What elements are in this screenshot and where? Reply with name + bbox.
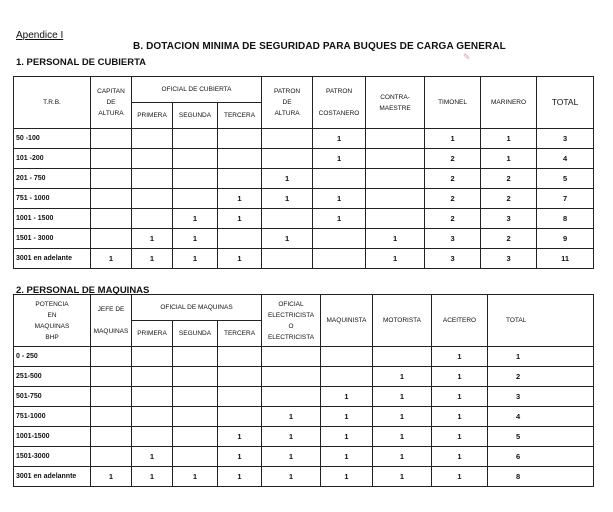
engine-personnel-table xyxy=(13,294,594,487)
table-cell: 1 xyxy=(218,447,262,467)
table-row xyxy=(14,249,594,269)
table-cell: 1 xyxy=(432,467,488,487)
table-cell xyxy=(91,447,132,467)
row-label: 751-1000 xyxy=(14,407,91,427)
table-cell xyxy=(91,149,132,169)
table-cell: 3 xyxy=(537,129,594,149)
section-1-heading: 1. PERSONAL DE CUBIERTA xyxy=(16,57,147,68)
row-label: 1001 - 1500 xyxy=(14,209,91,229)
table-cell xyxy=(91,347,132,367)
table-cell xyxy=(218,347,262,367)
table-cell xyxy=(173,129,218,149)
table-row xyxy=(14,347,594,367)
table-cell xyxy=(366,149,425,169)
table-cell: 1 xyxy=(218,249,262,269)
table-cell xyxy=(173,189,218,209)
table-cell: 1 xyxy=(173,467,218,487)
table-cell xyxy=(262,149,313,169)
table-cell xyxy=(173,169,218,189)
table-cell xyxy=(218,129,262,149)
table-row xyxy=(14,129,594,149)
row-label: 1001-1500 xyxy=(14,427,91,447)
table-cell: 1 xyxy=(132,447,173,467)
col-header-segunda: SEGUNDA xyxy=(173,103,218,129)
table-cell xyxy=(132,189,173,209)
table-cell xyxy=(173,427,218,447)
table-cell: 4 xyxy=(488,407,594,427)
table-cell xyxy=(91,129,132,149)
table-cell: 1 xyxy=(91,249,132,269)
table-cell xyxy=(366,209,425,229)
table-cell: 1 xyxy=(488,347,594,367)
col-header-segunda-2: SEGUNDA xyxy=(173,321,218,347)
table-cell xyxy=(313,229,366,249)
col-header-motorista: MOTORISTA xyxy=(373,295,432,347)
table-cell: 1 xyxy=(366,249,425,269)
table-cell: 1 xyxy=(262,427,321,447)
table-cell xyxy=(132,387,173,407)
col-header-jefe-maquinas: JEFE DE MAQUINAS xyxy=(91,295,132,347)
table-cell: 1 xyxy=(481,129,537,149)
table-cell: 1 xyxy=(313,189,366,209)
row-label: 251-500 xyxy=(14,367,91,387)
table-row xyxy=(14,447,594,467)
table-cell xyxy=(91,367,132,387)
col-header-maquinista: MAQUINISTA xyxy=(321,295,373,347)
ink-mark-icon: ✎ xyxy=(463,52,471,62)
table-cell xyxy=(262,129,313,149)
table-cell: 1 xyxy=(218,427,262,447)
table-row xyxy=(14,427,594,447)
table-cell xyxy=(262,387,321,407)
table-cell xyxy=(91,209,132,229)
table-cell: 4 xyxy=(537,149,594,169)
col-header-oficial-cubierta: OFICIAL DE CUBIERTA xyxy=(132,77,262,103)
table-cell: 9 xyxy=(537,229,594,249)
table-cell: 2 xyxy=(488,367,594,387)
table-cell: 5 xyxy=(537,169,594,189)
table-cell xyxy=(262,249,313,269)
table-cell xyxy=(262,347,321,367)
col-header-potencia: POTENCIA EN MAQUINAS BHP xyxy=(14,295,91,347)
table-cell: 1 xyxy=(262,229,313,249)
table-cell: 1 xyxy=(218,467,262,487)
col-header-tercera: TERCERA xyxy=(218,103,262,129)
table-cell: 1 xyxy=(132,249,173,269)
table-cell xyxy=(132,209,173,229)
table-cell xyxy=(132,427,173,447)
table-cell: 3 xyxy=(481,249,537,269)
table-cell xyxy=(91,427,132,447)
table-cell xyxy=(218,407,262,427)
table-cell: 1 xyxy=(262,407,321,427)
table-cell: 1 xyxy=(425,129,481,149)
row-label: 1501 - 3000 xyxy=(14,229,91,249)
table-cell: 1 xyxy=(373,427,432,447)
table-cell xyxy=(218,149,262,169)
table-cell: 1 xyxy=(432,367,488,387)
table-cell xyxy=(173,387,218,407)
table-row xyxy=(14,367,594,387)
table-cell: 8 xyxy=(488,467,594,487)
table-cell: 1 xyxy=(432,427,488,447)
table-cell xyxy=(218,387,262,407)
table-cell: 1 xyxy=(218,209,262,229)
table-cell xyxy=(132,367,173,387)
table-cell xyxy=(91,189,132,209)
table-cell xyxy=(366,189,425,209)
table-row xyxy=(14,209,594,229)
table-cell xyxy=(173,447,218,467)
table-cell: 1 xyxy=(432,347,488,367)
table-cell: 7 xyxy=(537,189,594,209)
table-cell xyxy=(91,169,132,189)
table-row xyxy=(14,467,594,487)
table-cell: 1 xyxy=(262,169,313,189)
table-cell: 2 xyxy=(425,189,481,209)
table-cell: 3 xyxy=(488,387,594,407)
col-header-electricista: OFICIAL ELECTRICISTA O ELECTRICISTA xyxy=(262,295,321,347)
col-header-primera: PRIMERA xyxy=(132,103,173,129)
table-cell xyxy=(91,229,132,249)
table-cell xyxy=(218,367,262,387)
table-cell xyxy=(218,229,262,249)
col-header-aceitero: ACEITERO xyxy=(432,295,488,347)
table-row xyxy=(14,229,594,249)
table-cell: 2 xyxy=(481,189,537,209)
table-cell xyxy=(132,169,173,189)
table-cell xyxy=(262,367,321,387)
row-label: 0 - 250 xyxy=(14,347,91,367)
table-cell: 1 xyxy=(218,189,262,209)
col-header-total-2: TOTAL xyxy=(488,295,594,347)
table-cell xyxy=(173,347,218,367)
table-cell xyxy=(321,367,373,387)
row-label: 3001 en adelante xyxy=(14,249,91,269)
col-header-tercera-2: TERCERA xyxy=(218,321,262,347)
table-cell: 2 xyxy=(481,229,537,249)
table-cell: 1 xyxy=(262,189,313,209)
table-cell xyxy=(366,169,425,189)
deck-personnel-table xyxy=(13,76,594,269)
col-header-primera-2: PRIMERA xyxy=(132,321,173,347)
appendix-label: Apendice I xyxy=(16,30,64,41)
table-cell xyxy=(91,407,132,427)
table-row xyxy=(14,387,594,407)
table-cell: 1 xyxy=(132,229,173,249)
table-cell: 8 xyxy=(537,209,594,229)
table-cell: 1 xyxy=(366,229,425,249)
table-cell xyxy=(91,387,132,407)
table-cell: 1 xyxy=(313,129,366,149)
table-cell xyxy=(132,129,173,149)
table-cell: 1 xyxy=(432,387,488,407)
table-cell: 1 xyxy=(373,467,432,487)
table-cell: 1 xyxy=(132,467,173,487)
table-cell: 1 xyxy=(373,367,432,387)
table-cell xyxy=(132,407,173,427)
table-cell: 2 xyxy=(481,169,537,189)
table-cell: 1 xyxy=(321,407,373,427)
table-cell: 1 xyxy=(321,427,373,447)
table-cell: 1 xyxy=(313,149,366,169)
table-row xyxy=(14,149,594,169)
table-cell: 3 xyxy=(481,209,537,229)
col-header-trb: T.R.B. xyxy=(14,77,91,129)
table-cell xyxy=(366,129,425,149)
table-cell: 2 xyxy=(425,209,481,229)
table-cell: 3 xyxy=(425,229,481,249)
table-cell: 2 xyxy=(425,149,481,169)
table-cell xyxy=(173,149,218,169)
col-header-patron-altura: PATRON DE ALTURA xyxy=(262,77,313,129)
row-label: 201 - 750 xyxy=(14,169,91,189)
table-cell: 1 xyxy=(481,149,537,169)
table-cell: 1 xyxy=(373,387,432,407)
col-header-capitan: CAPITAN DE ALTURA xyxy=(91,77,132,129)
table-cell: 1 xyxy=(321,447,373,467)
section-2-heading: 2. PERSONAL DE MAQUINAS xyxy=(16,285,150,296)
table-cell: 6 xyxy=(488,447,594,467)
table-row xyxy=(14,189,594,209)
table-cell: 3 xyxy=(425,249,481,269)
col-header-total: TOTAL xyxy=(537,77,594,129)
table-cell xyxy=(173,367,218,387)
row-label: 3001 en adelannte xyxy=(14,467,91,487)
table-cell: 1 xyxy=(262,447,321,467)
table-row xyxy=(14,169,594,189)
row-label: 1501-3000 xyxy=(14,447,91,467)
row-label: 501-750 xyxy=(14,387,91,407)
row-label: 50 -100 xyxy=(14,129,91,149)
table-cell xyxy=(132,149,173,169)
col-header-timonel: TIMONEL xyxy=(425,77,481,129)
col-header-marinero: MARINERO xyxy=(481,77,537,129)
table-cell: 1 xyxy=(91,467,132,487)
table-cell: 5 xyxy=(488,427,594,447)
table-cell xyxy=(132,347,173,367)
table-cell: 1 xyxy=(432,407,488,427)
table-cell: 1 xyxy=(321,467,373,487)
col-header-patron-costanero: PATRON COSTANERO xyxy=(313,77,366,129)
table-cell: 1 xyxy=(432,447,488,467)
table-cell: 1 xyxy=(373,447,432,467)
table-cell: 1 xyxy=(173,209,218,229)
document-title: B. DOTACION MINIMA DE SEGURIDAD PARA BUQUES DE CARGA GENERAL xyxy=(133,41,506,52)
table-cell xyxy=(313,249,366,269)
table-cell xyxy=(373,347,432,367)
table-cell xyxy=(218,169,262,189)
table-cell: 1 xyxy=(262,467,321,487)
col-header-oficial-maquinas: OFICIAL DE MAQUINAS xyxy=(132,295,262,321)
table-cell: 2 xyxy=(425,169,481,189)
table-cell: 1 xyxy=(313,209,366,229)
table-cell: 1 xyxy=(373,407,432,427)
table-cell xyxy=(321,347,373,367)
row-label: 751 - 1000 xyxy=(14,189,91,209)
table-cell: 1 xyxy=(321,387,373,407)
table-cell xyxy=(313,169,366,189)
table-row xyxy=(14,407,594,427)
row-label: 101 -200 xyxy=(14,149,91,169)
col-header-contramaestre: CONTRA- MAESTRE xyxy=(366,77,425,129)
table-cell xyxy=(262,209,313,229)
table-cell: 11 xyxy=(537,249,594,269)
table-cell: 1 xyxy=(173,229,218,249)
table-cell: 1 xyxy=(173,249,218,269)
table-cell xyxy=(173,407,218,427)
